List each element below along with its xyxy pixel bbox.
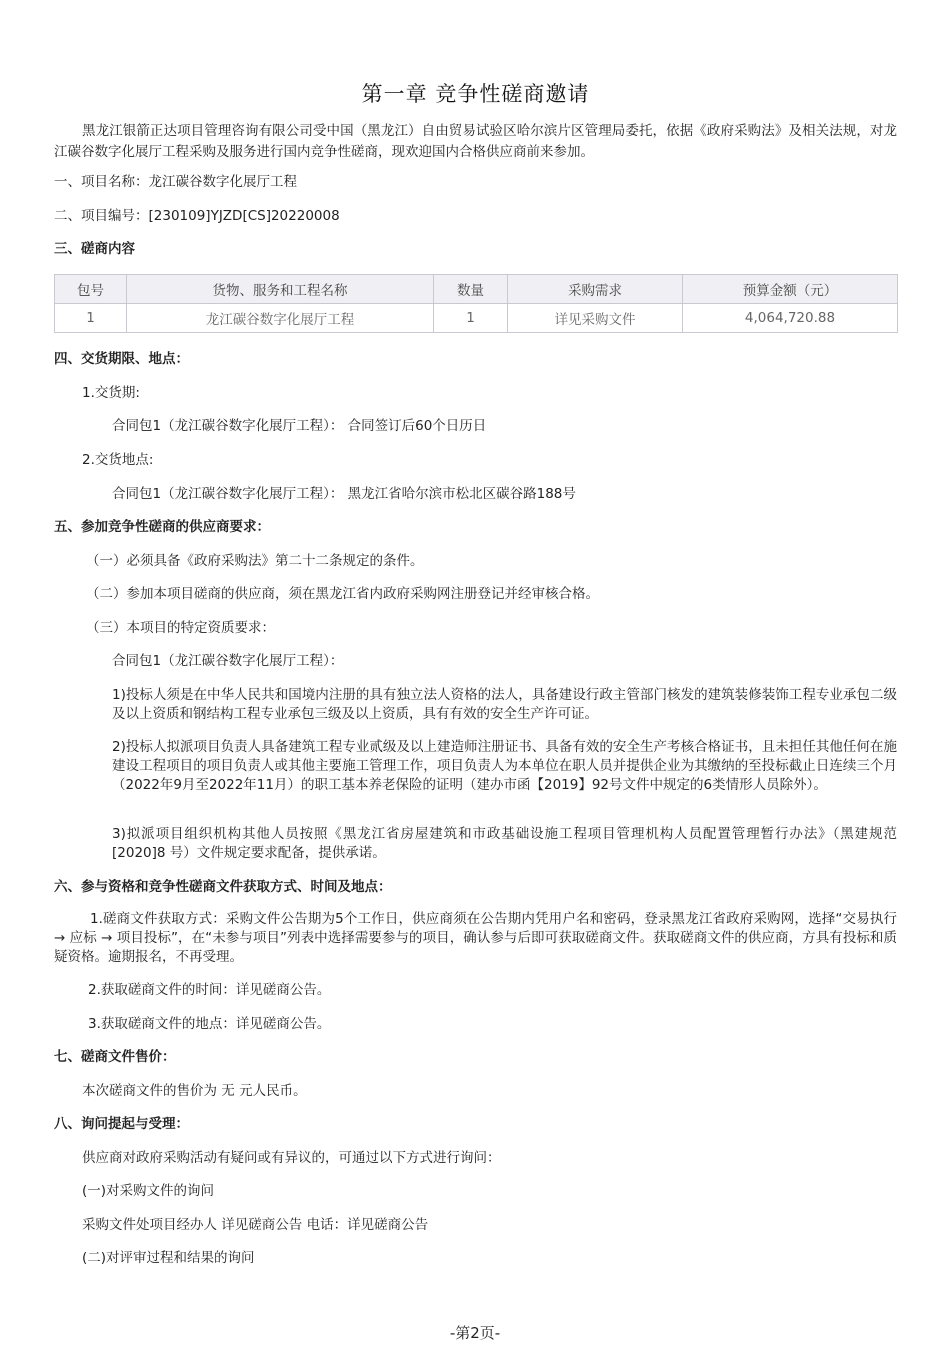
- table-header-row: [55, 275, 898, 304]
- delivery-place-text: 合同包1（龙江碳谷数字化展厅工程）： 黑龙江省哈尔滨市松北区碳谷路188号: [112, 486, 576, 502]
- intro-paragraph: 黑龙江银箭正达项目管理咨询有限公司受中国（黑龙江）自由贸易试验区哈尔滨片区管理局委托，依据《政府采购法》及相关法规，对龙江碳谷数字化展厅工程采购及服务进行国内竞争性磋商，现欢迎国内合格供应商前来参加。: [54, 123, 897, 160]
- documents-place: 3.获取磋商文件的地点：详见磋商公告。: [88, 1016, 331, 1032]
- budget-table: [54, 274, 898, 333]
- table-header-cell: 预算金额（元）: [683, 275, 898, 304]
- qualification-1: 1)投标人须是在中华人民共和国境内注册的具有独立法人资格的法人，具备建设行政主管部门核发的建筑装修装饰工程专业承包二级及以上资质和钢结构工程专业承包三级及以上资质，具有有效的安全生产许可证。: [112, 687, 897, 722]
- chapter-title: 第一章 竞争性磋商邀请: [361, 82, 590, 106]
- section-heading-inquiry: 八、询问提起与受理：: [54, 1116, 189, 1132]
- section-heading-content: 三、磋商内容: [54, 241, 135, 257]
- section-heading-requirements: 五、参加竞争性磋商的供应商要求：: [54, 519, 270, 535]
- inquiry-procurement-contact: 采购文件处项目经办人 详见磋商公告 电话：详见磋商公告: [82, 1217, 429, 1233]
- package-label: 合同包1（龙江碳谷数字化展厅工程）：: [112, 653, 344, 669]
- delivery-place-label: 2.交货地点:: [82, 452, 154, 468]
- delivery-period-text: 合同包1（龙江碳谷数字化展厅工程）： 合同签订后60个日历日: [112, 418, 487, 434]
- table-header-cell: 数量: [434, 275, 508, 304]
- project-number: 二、项目编号：[230109]YJZD[CS]20220008: [54, 208, 340, 224]
- requirement-1: （一）必须具备《政府采购法》第二十二条规定的条件。: [86, 553, 424, 569]
- inquiry-review-label: (二)对评审过程和结果的询问: [82, 1250, 255, 1266]
- page-number: -第2页-: [449, 1324, 501, 1342]
- requirement-3: （三）本项目的特定资质要求：: [86, 620, 275, 636]
- table-cell: 1: [55, 304, 127, 333]
- inquiry-text: 供应商对政府采购活动有疑问或有异议的，可通过以下方式进行询问：: [82, 1150, 501, 1166]
- table-cell: 4,064,720.88: [683, 304, 898, 333]
- qualification-2: 2)投标人拟派项目负责人具备建筑工程专业贰级及以上建造师注册证书、具备有效的安全生产考核合格证书，且未担任其他任何在施建设工程项目的项目负责人或其他主要施工管理工作，项目负责人为本单位在职人员并提供企业为其缴纳的至投标截止日连续三个月（2022年9月至2022年11月）的职工基本养老保险的证明（建办市函【2019】92号文件中规定的6类情形人员除外）。: [112, 739, 897, 793]
- table-header-cell: 货物、服务和工程名称: [127, 275, 434, 304]
- requirement-2: （二）参加本项目磋商的供应商，须在黑龙江省内政府采购网注册登记并经审核合格。: [86, 586, 599, 602]
- section-heading-price: 七、磋商文件售价：: [54, 1049, 176, 1065]
- price-text: 本次磋商文件的售价为 无 元人民币。: [82, 1083, 307, 1099]
- qualification-3: 3)拟派项目组织机构其他人员按照《黑龙江省房屋建筑和市政基础设施工程项目管理机构人员配置管理暂行办法》（黑建规范[2020]8 号）文件规定要求配备，提供承诺。: [112, 826, 897, 861]
- delivery-period-label: 1.交货期:: [82, 385, 140, 401]
- table-row: [55, 304, 898, 333]
- table-cell: 龙江碳谷数字化展厅工程: [127, 304, 434, 333]
- table-header-cell: 包号: [55, 275, 127, 304]
- section-heading-delivery: 四、交货期限、地点：: [54, 351, 189, 367]
- documents-method: 1.磋商文件获取方式：采购文件公告期为5个工作日，供应商须在公告期内凭用户名和密码，登录黑龙江省政府采购网，选择“交易执行 → 应标 → 项目投标”，在“未参与项目”列表中选择需要参与的项目，确认参与后即可获取磋商文件。获取磋商文件的供应商，方具有投标和质疑资格。逾期报名，不再受理。: [54, 911, 897, 965]
- table-cell: 1: [434, 304, 508, 333]
- inquiry-procurement-label: (一)对采购文件的询问: [82, 1183, 215, 1199]
- project-name: 一、项目名称：龙江碳谷数字化展厅工程: [54, 174, 297, 190]
- table-header-cell: 采购需求: [508, 275, 683, 304]
- table-cell: 详见采购文件: [508, 304, 683, 333]
- section-heading-documents: 六、参与资格和竞争性磋商文件获取方式、时间及地点：: [54, 879, 392, 895]
- documents-time: 2.获取磋商文件的时间：详见磋商公告。: [88, 982, 331, 998]
